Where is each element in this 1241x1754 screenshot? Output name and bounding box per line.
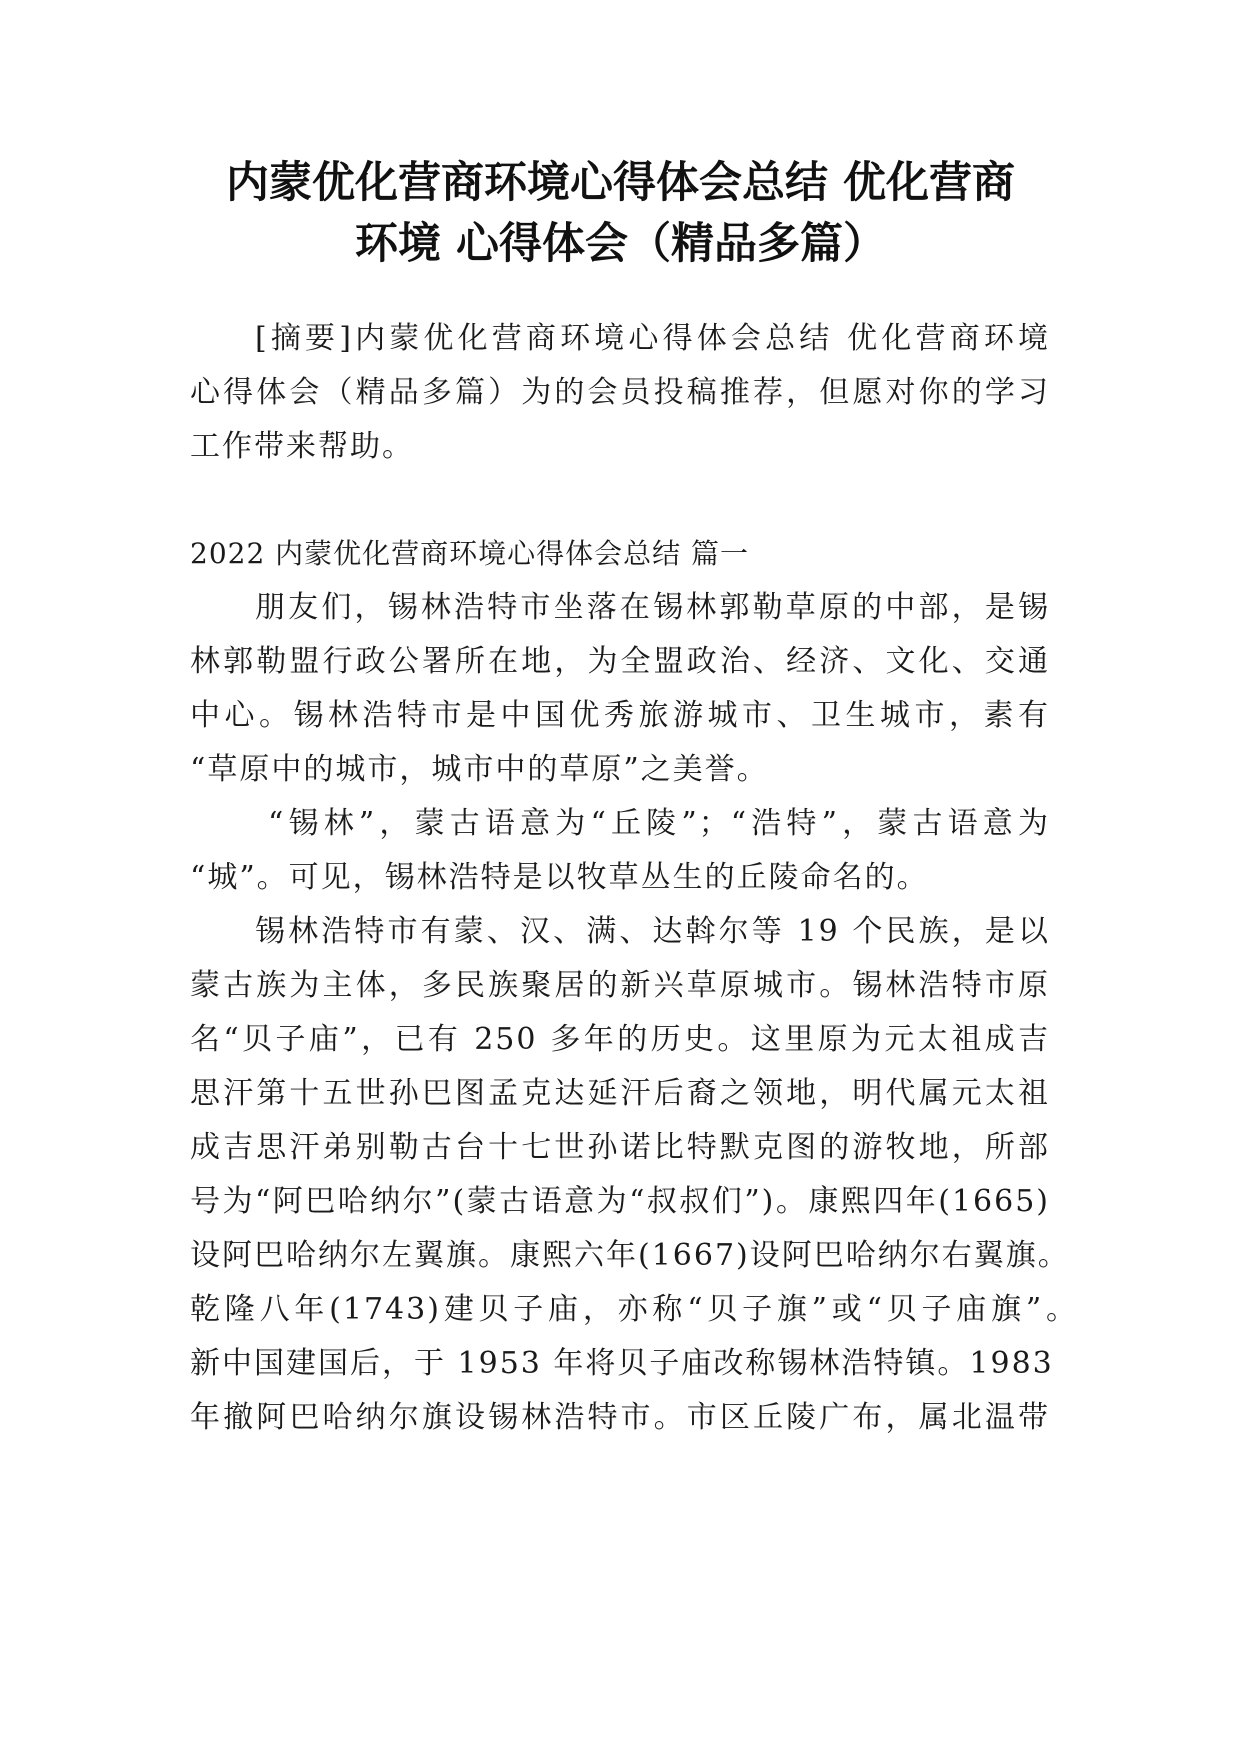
paragraph-3-line-8: 乾隆八年(1743)建贝子庙，亦称“贝子旗”或“贝子庙旗”。	[190, 1292, 1078, 1327]
paragraph-2-line-2: “城”。可见，锡林浩特是以牧草丛生的丘陵命名的。	[190, 860, 929, 895]
document-title-line-2: 环境 心得体会（精品多篇）	[355, 219, 886, 269]
paragraph-3-line-6: 号为“阿巴哈纳尔”(蒙古语意为“叔叔们”)。康熙四年(1665)	[190, 1184, 1050, 1219]
abstract-line-1: [摘要]内蒙优化营商环境心得体会总结 优化营商环境	[255, 321, 1050, 356]
paragraph-1-line-1: 朋友们，锡林浩特市坐落在锡林郭勒草原的中部，是锡	[255, 590, 1050, 625]
abstract-line-2: 心得体会（精品多篇）为的会员投稿推荐，但愿对你的学习	[190, 375, 1050, 410]
paragraph-1-line-2: 林郭勒盟行政公署所在地，为全盟政治、经济、文化、交通	[190, 644, 1050, 679]
paragraph-3-line-1: 锡林浩特市有蒙、汉、满、达斡尔等 19 个民族，是以	[255, 914, 1050, 949]
paragraph-3-line-10: 年撤阿巴哈纳尔旗设锡林浩特市。市区丘陵广布，属北温带	[190, 1400, 1050, 1435]
paragraph-3-line-2: 蒙古族为主体，多民族聚居的新兴草原城市。锡林浩特市原	[190, 968, 1050, 1003]
paragraph-3-line-3: 名“贝子庙”，已有 250 多年的历史。这里原为元太祖成吉	[190, 1022, 1050, 1057]
abstract-line-3: 工作带来帮助。	[190, 429, 414, 464]
paragraph-1-line-4: “草原中的城市，城市中的草原”之美誉。	[190, 752, 769, 787]
paragraph-1-line-3: 中心。锡林浩特市是中国优秀旅游城市、卫生城市，素有	[190, 698, 1050, 733]
paragraph-2-line-1: “锡林”，蒙古语意为“丘陵”；“浩特”，蒙古语意为	[268, 806, 1050, 841]
paragraph-3-line-9: 新中国建国后，于 1953 年将贝子庙改称锡林浩特镇。1983	[190, 1346, 1054, 1381]
paragraph-3-line-5: 成吉思汗弟别勒古台十七世孙诺比特默克图的游牧地，所部	[190, 1130, 1050, 1165]
paragraph-3-line-4: 思汗第十五世孙巴图孟克达延汗后裔之领地，明代属元太祖	[190, 1076, 1050, 1111]
paragraph-3-line-7: 设阿巴哈纳尔左翼旗。康熙六年(1667)设阿巴哈纳尔右翼旗。	[190, 1238, 1070, 1273]
section-heading: 2022 内蒙优化营商环境心得体会总结 篇一	[190, 537, 750, 570]
document-title-line-1: 内蒙优化营商环境心得体会总结 优化营商	[226, 158, 1015, 208]
